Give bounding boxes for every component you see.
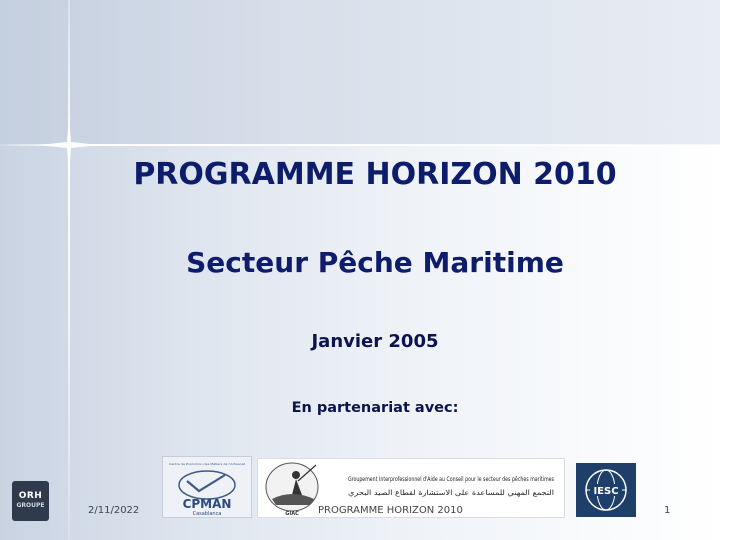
orh-logo-text: ORH: [18, 491, 43, 501]
slide-subtitle: Secteur Pêche Maritime: [186, 246, 564, 279]
cpman-logo: [162, 456, 252, 518]
slide-title: PROGRAMME HORIZON 2010: [133, 157, 617, 192]
footer-date: 2/11/2022: [88, 505, 140, 516]
slide-header-band: [0, 0, 720, 145]
partners-label: En partenariat avec:: [291, 400, 459, 416]
globe-icon: [576, 463, 636, 517]
footer-title: PROGRAMME HORIZON 2010: [318, 505, 463, 516]
cpman-logo-graphic: [163, 457, 251, 517]
giac-acronym: GIAC: [285, 511, 299, 517]
giac-arabic: التجمع المهني للمساعدة على الاستشارة لقطاع الصيد البحري: [348, 489, 555, 497]
iesc-logo-text: IESC: [593, 486, 619, 497]
slide-date-line: Janvier 2005: [311, 331, 439, 352]
cpman-logo-city: Casablanca: [192, 511, 222, 517]
giac-name: Groupement Interprofessionnel d'Aide au Conseil pour le secteur des pêches maritimes: [348, 475, 555, 483]
iesc-logo: [576, 463, 636, 517]
cpman-logo-text: CPMAN: [182, 497, 232, 511]
orh-logo-subtext: GROUPE: [16, 502, 45, 509]
cpman-caption-text: Centre de Promotion des Métiers de l'Artisanat: [169, 462, 246, 466]
page-number: 1: [664, 505, 671, 516]
orh-groupe-logo: [12, 481, 49, 521]
checkmark-swoosh-icon: [187, 475, 225, 491]
horizontal-light-line: [0, 144, 720, 146]
